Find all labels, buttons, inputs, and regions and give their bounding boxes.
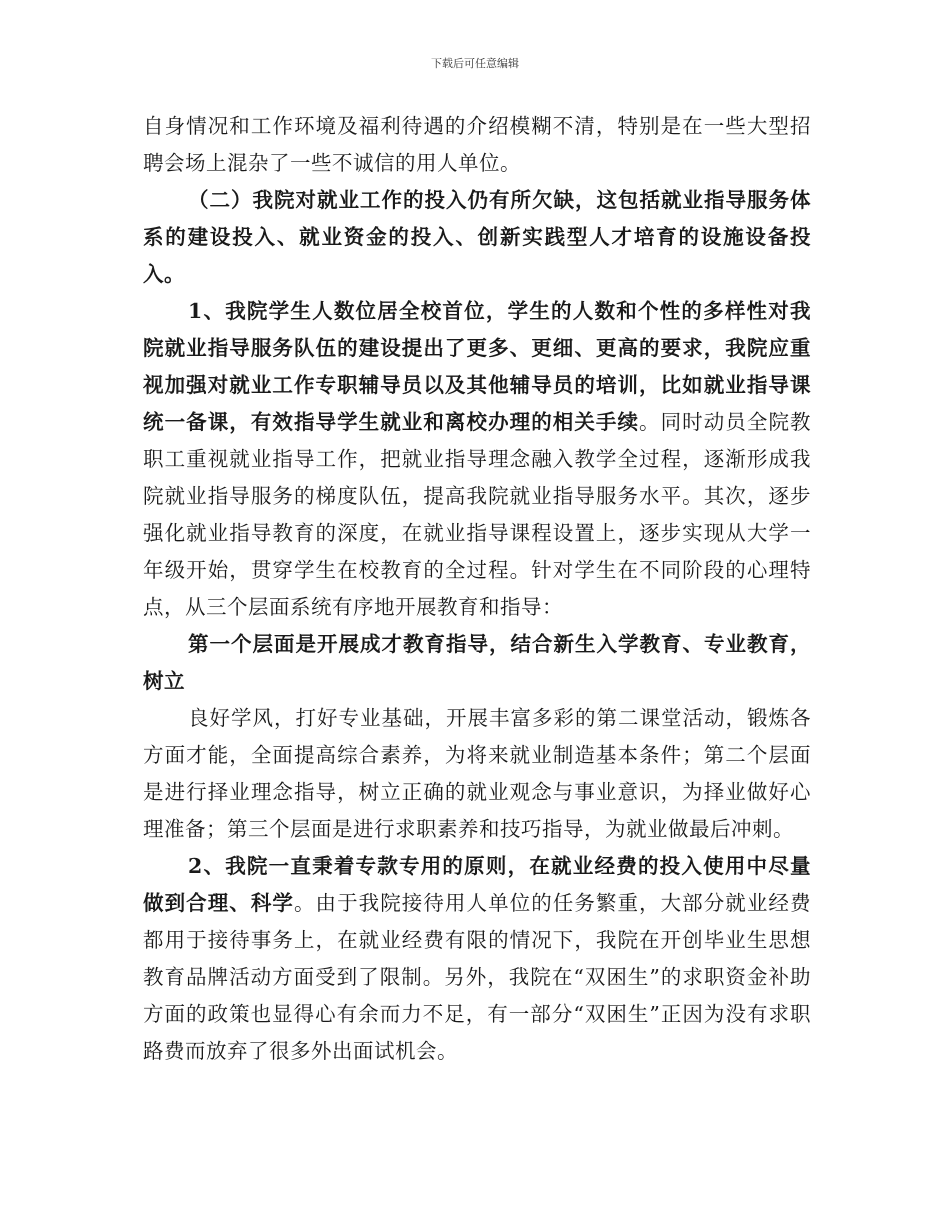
paragraph-1 [143, 108, 811, 182]
paragraph-1-text: 自身情况和工作环境及福利待遇的介绍模糊不清，特别是在一些大型招聘会场上混杂了一些不诚信的用人单位。 [143, 114, 811, 175]
paragraph-3 [143, 293, 811, 626]
paragraph-4 [143, 626, 811, 700]
paragraph-6-text: 。由于我院接待用人单位的任务繁重，大部分就业经费都用于接待事务上，在就业经费有限的情况下，我院在开创毕业生思想教育品牌活动方面受到了限制。另外，我院在“双困生”的求职资金补助方面的政策也显得心有余而力不足，有一部分“双困生”正因为没有求职路费而放弃了很多外出面试机会。 [143, 891, 812, 1063]
paragraph-6 [143, 848, 811, 1070]
document-body [143, 108, 811, 1070]
paragraph-2-heading [143, 182, 811, 293]
paragraph-3-bold-text: 1、我院学生人数位居全校首位，学生的人数和个性的多样性对我院就业指导服务队伍的建设提出了更多、更细、更高的要求，我院应重视加强对就业工作专职辅导员以及其他辅导员的培训，比如就业指导课统一备课，有效指导学生就业和离校办理的相关手续 [143, 299, 811, 434]
paragraph-6-bold-text: 2、我院一直秉着专款专用的原则，在就业经费的投入使用中尽量做到合理、科学 [143, 854, 811, 915]
paragraph-2-text: （二）我院对就业工作的投入仍有所欠缺，这包括就业指导服务体系的建设投入、就业资金的投入、创新实践型人才培育的设施设备投入。 [143, 188, 811, 286]
paragraph-5-text: 良好学风，打好专业基础，开展丰富多彩的第二课堂活动，锻炼各方面才能，全面提高综合素养，为将来就业制造基本条件；第二个层面是进行择业理念指导，树立正确的就业观念与事业意识，为择业做好心理准备；第三个层面是进行求职素养和技巧指导，为就业做最后冲刺。 [143, 706, 811, 841]
paragraph-3-text: 。同时动员全院教职工重视就业指导工作，把就业指导理念融入教学全过程，逐渐形成我院就业指导服务的梯度队伍，提高我院就业指导服务水平。其次，逐步强化就业指导教育的深度，在就业指导课程设置上，逐步实现从大学一年级开始，贯穿学生在校教育的全过程。针对学生在不同阶段的心理特点，从三个层面系统有序地开展教育和指导： [143, 410, 812, 619]
paragraph-5 [143, 700, 811, 848]
paragraph-4-bold-text: 第一个层面是开展成才教育指导，结合新生入学教育、专业教育，树立 [143, 632, 811, 693]
page-header: 下载后可任意编辑 [431, 57, 519, 70]
